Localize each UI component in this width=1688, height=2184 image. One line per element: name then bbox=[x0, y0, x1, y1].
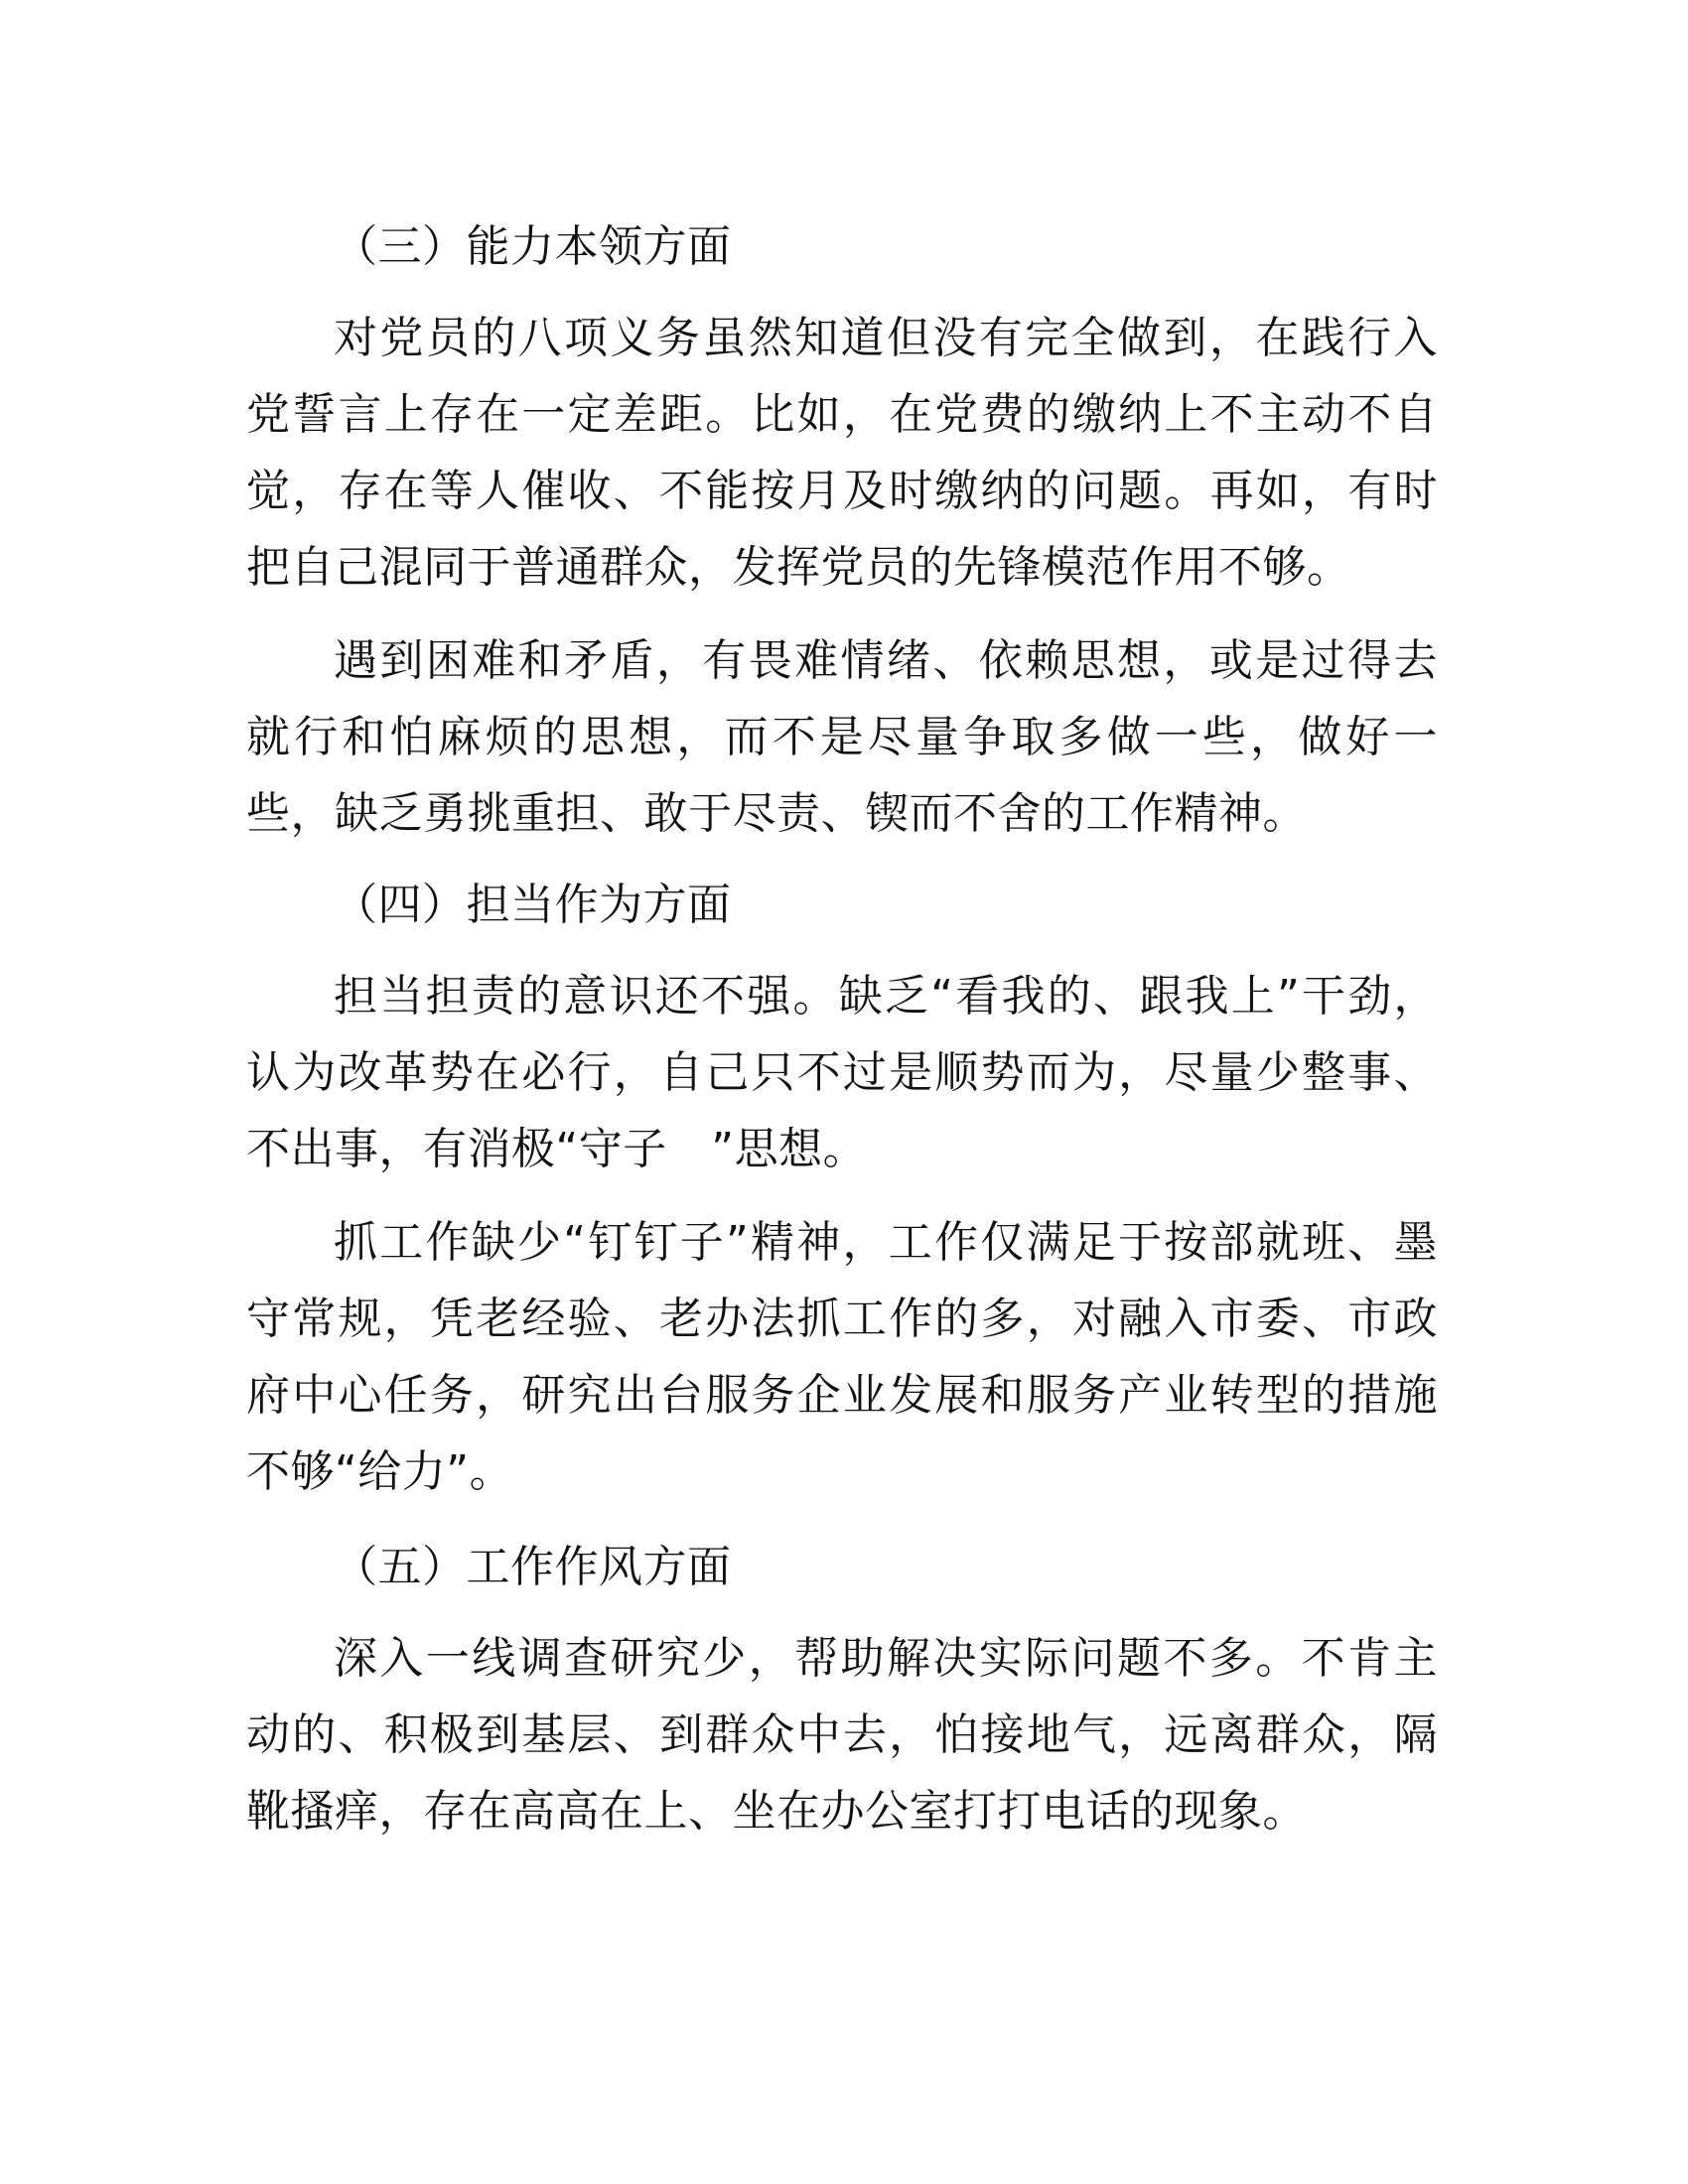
paragraph-4-2: 抓工作缺少“钉钉子”精神，工作仅满足于按部就班、墨守常规，凭老经验、老办法抓工作的多，对融入市委、市政府中心任务，研究出台服务企业发展和服务产业转型的措施不够“给力”。 bbox=[246, 1217, 1438, 1497]
section-heading-3: （三）能力本领方面 bbox=[334, 221, 732, 272]
document-page bbox=[246, 208, 1438, 1849]
paragraph-3-2: 遇到困难和矛盾，有畏难情绪、依赖思想，或是过得去就行和怕麻烦的思想，而不是尽量争取多做一些，做好一些，缺乏勇挑重担、敢于尽责、锲而不舍的工作精神。 bbox=[246, 635, 1438, 839]
paragraph-3-1: 对党员的八项义务虽然知道但没有完全做到，在践行入党誓言上存在一定差距。比如，在党费的缴纳上不主动不自觉，存在等人催收、不能按月及时缴纳的问题。再如，有时把自己混同于普通群众，发挥党员的先锋模范作用不够。 bbox=[246, 313, 1438, 593]
section-heading-4: （四）担当作为方面 bbox=[334, 880, 732, 930]
paragraph-5-1: 深入一线调查研究少，帮助解决实际问题不多。不肯主动的、积极到基层、到群众中去，怕接地气，远离群众，隔靴搔痒，存在高高在上、坐在办公室打打电话的现象。 bbox=[246, 1633, 1438, 1837]
paragraph-4-1: 担当担责的意识还不强。缺乏“看我的、跟我上”干劲，认为改革势在必行，自己只不过是顺势而为，尽量少整事、不出事，有消极“守子 ”思想。 bbox=[246, 971, 1438, 1174]
section-heading-5: （五）工作作风方面 bbox=[334, 1542, 732, 1592]
